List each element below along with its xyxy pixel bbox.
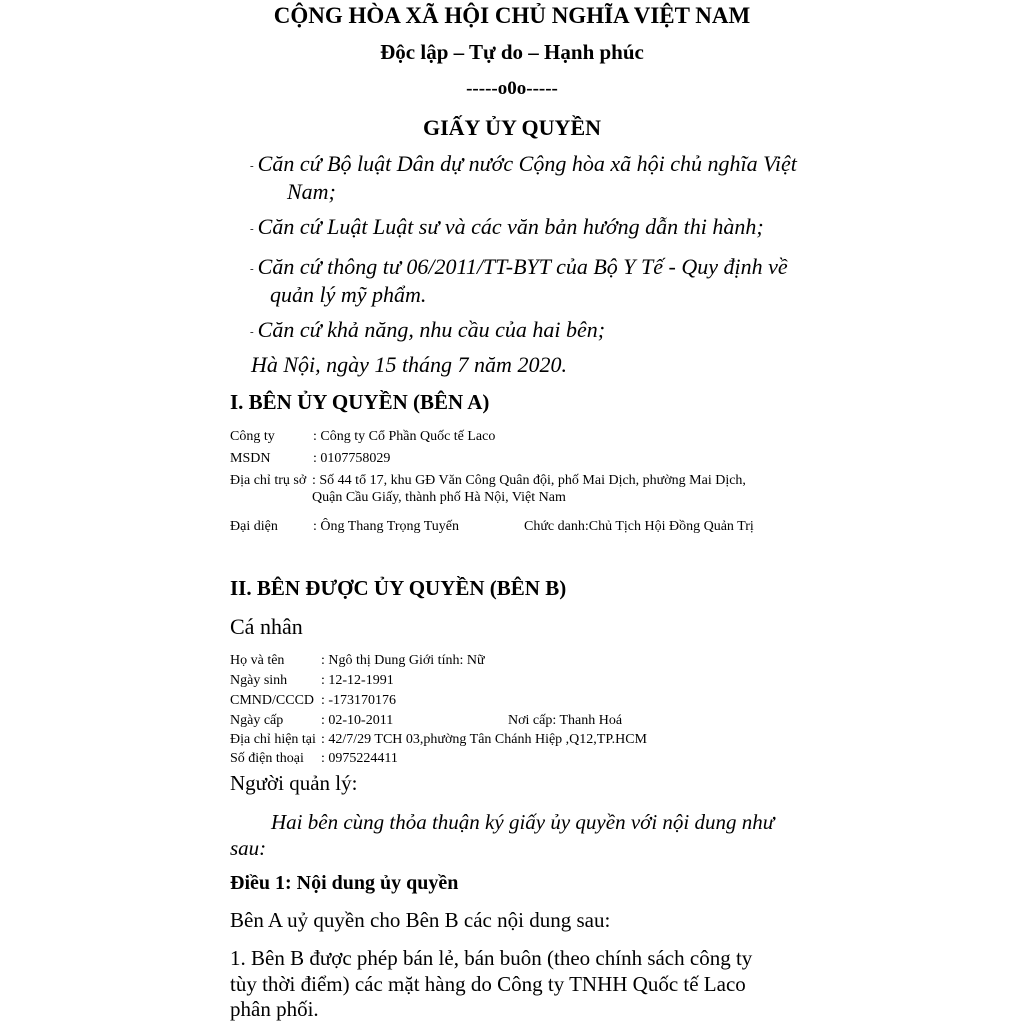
field-value: : Công ty Cổ Phần Quốc tế Laco [313, 429, 496, 444]
article-1-item-1: 1. Bên B được phép bán lẻ, bán buôn (theo chính sách công ty [230, 946, 753, 970]
field-label: Ngày sinh [230, 673, 288, 688]
basis-item [250, 317, 605, 345]
field-label: Đại diện [230, 519, 278, 534]
document-title: GIẤY ỦY QUYỀN [422, 115, 602, 140]
basis-dash: - [250, 223, 254, 235]
issue-place-value: Nơi cấp: Thanh Hoá [508, 713, 623, 728]
basis-text: Căn cứ khả năng, nhu cầu của hai bên; [257, 317, 606, 342]
document-motto: Độc lập – Tự do – Hạnh phúc [380, 40, 644, 64]
article-1-intro: Bên A uỷ quyền cho Bên B các nội dung sau: [230, 908, 611, 932]
basis-text-continued: Nam; [287, 179, 336, 204]
basis-dash: - [250, 160, 254, 172]
article-1-heading: Điều 1: Nội dung ủy quyền [230, 872, 459, 894]
basis-text: Căn cứ Bộ luật Dân dự nước Cộng hòa xã hội chủ nghĩa Việt [257, 151, 797, 176]
party-a-heading: I. BÊN ỦY QUYỀN (BÊN A) [230, 390, 490, 414]
article-1-item-1-continued: phân phối. [230, 997, 319, 1021]
field-value: : 12-12-1991 [321, 673, 394, 688]
basis-dash: - [250, 263, 254, 275]
field-label: Công ty [230, 429, 275, 444]
field-value: : 42/7/29 TCH 03,phường Tân Chánh Hiệp ,Q12,TP.HCM [321, 732, 647, 747]
field-label: Họ và tên [230, 653, 285, 668]
header-separator: -----o0o----- [466, 78, 558, 99]
basis-item [250, 151, 797, 205]
field-value-continued: Quận Cầu Giấy, thành phố Hà Nội, Việt Nam [312, 490, 566, 505]
article-1-item-1-continued: tùy thời điểm) các mặt hàng do Công ty TNHH Quốc tế Laco [230, 972, 746, 996]
basis-item [250, 254, 788, 308]
field-value: : Ngô thị Dung Giới tính: Nữ [321, 653, 485, 668]
position-value: Chức danh:Chủ Tịch Hội Đồng Quản Trị [524, 519, 754, 534]
field-value: : Số 44 tổ 17, khu GĐ Văn Công Quân đội, phố Mai Dịch, phường Mai Dịch, [312, 473, 746, 488]
field-label: Địa chỉ hiện tại [230, 732, 316, 747]
agreement-text: Hai bên cùng thỏa thuận ký giấy ủy quyền với nội dung như [271, 810, 775, 834]
party-b-manager: Người quản lý: [230, 771, 358, 795]
agreement-text-continued: sau: [230, 836, 267, 860]
field-label: MSDN [230, 451, 271, 466]
field-value: : 0975224411 [321, 751, 398, 766]
document-nation-title: CỘNG HÒA XÃ HỘI CHỦ NGHĨA VIỆT NAM [273, 3, 751, 28]
field-label: Địa chỉ trụ sở [230, 473, 307, 488]
place-date: Hà Nội, ngày 15 tháng 7 năm 2020. [251, 352, 567, 377]
party-b-type: Cá nhân [230, 614, 303, 639]
basis-text: Căn cứ Luật Luật sư và các văn bản hướng dẫn thi hành; [257, 214, 764, 239]
party-b-heading: II. BÊN ĐƯỢC ỦY QUYỀN (BÊN B) [230, 576, 567, 600]
basis-item [250, 214, 764, 242]
field-value: : Ông Thang Trọng Tuyến [313, 519, 460, 534]
field-label: Số điện thoại [230, 751, 304, 766]
field-value: : -173170176 [321, 693, 397, 708]
basis-dash: - [250, 326, 254, 338]
field-label: Ngày cấp [230, 713, 284, 728]
field-value: : 0107758029 [313, 451, 391, 466]
basis-text: Căn cứ thông tư 06/2011/TT-BYT của Bộ Y Tế - Quy định về [257, 254, 788, 279]
basis-text-continued: quản lý mỹ phẩm. [270, 282, 427, 307]
field-value: : 02-10-2011 [321, 713, 394, 728]
field-label: CMND/CCCD [230, 693, 315, 708]
